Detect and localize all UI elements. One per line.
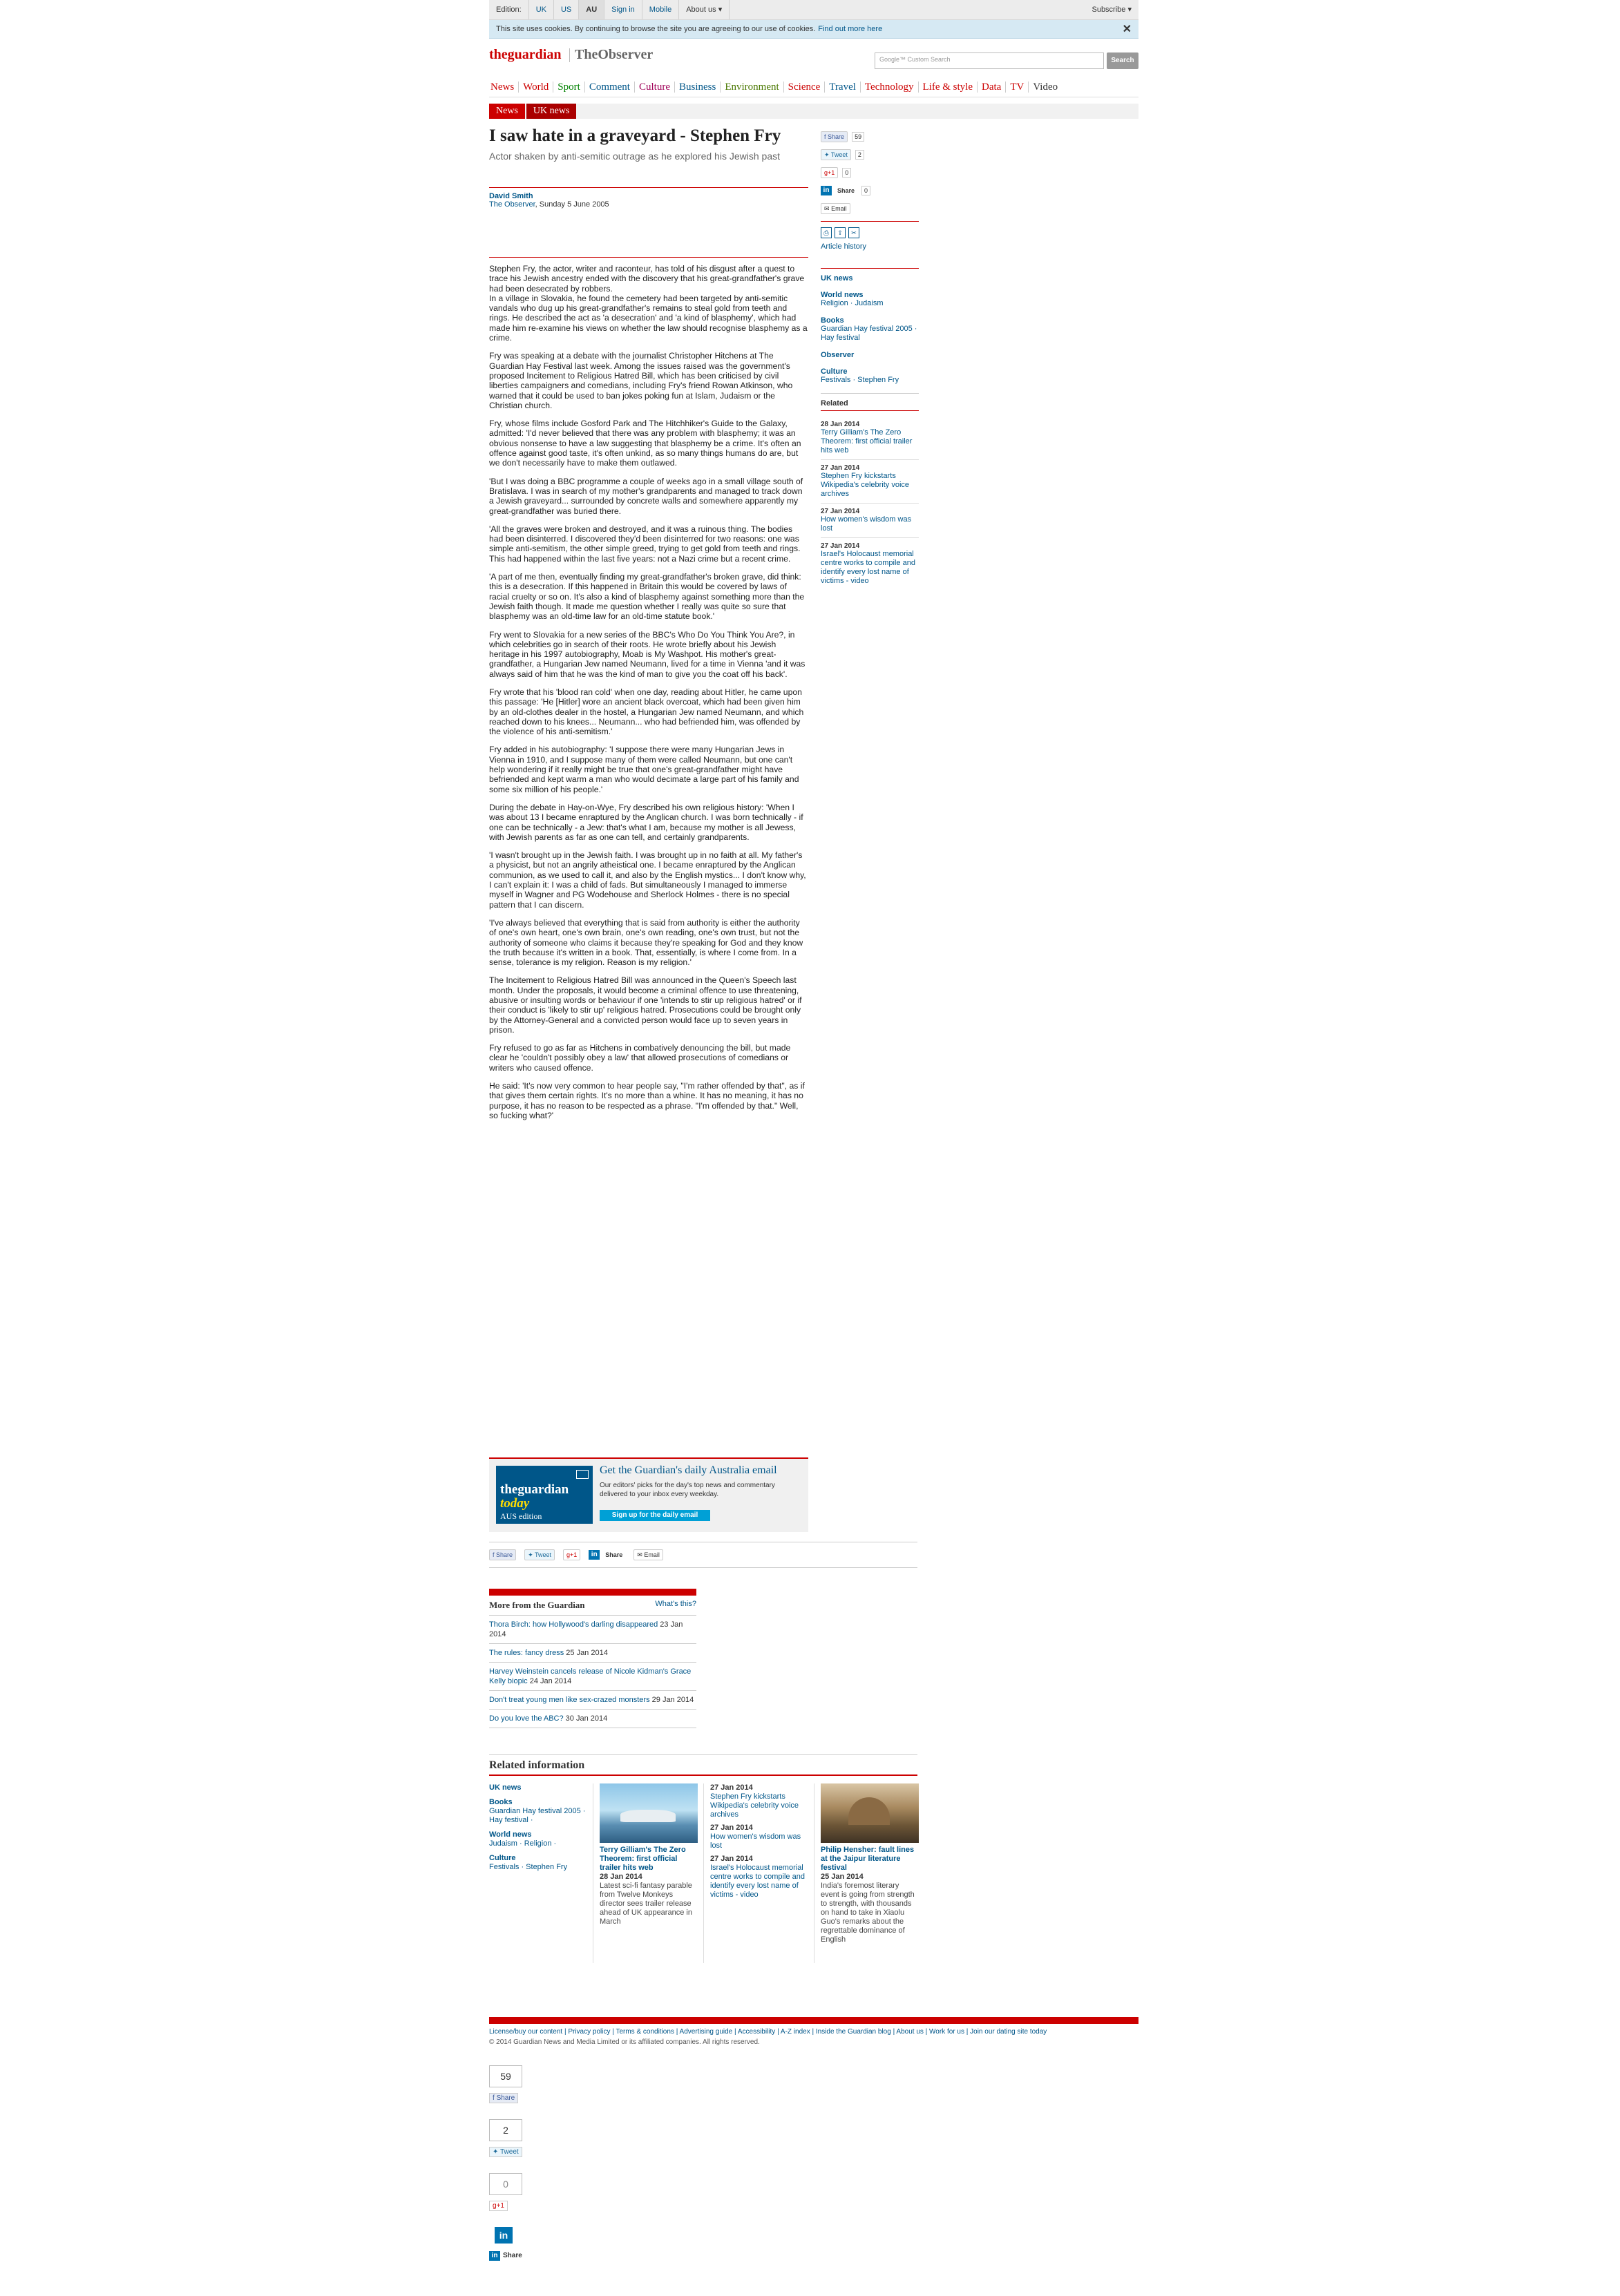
tag-links[interactable]: Guardian Hay festival 2005 · Hay festival (821, 325, 917, 342)
twitter-share[interactable] (821, 148, 919, 162)
nav-item-data[interactable]: Data (978, 82, 1006, 93)
signup-button[interactable]: Sign up for the daily email (600, 1510, 710, 1521)
related-info-card-2[interactable] (821, 1783, 919, 1944)
twitter-widget[interactable] (489, 2119, 522, 2157)
card-title[interactable]: Terry Gilliam's The Zero Theorem: first official trailer hits web (600, 1846, 686, 1872)
footer-bar (489, 2017, 1138, 2024)
nav-item-technology[interactable]: Technology (861, 82, 919, 93)
related-date: 27 Jan 2014 (710, 1855, 753, 1863)
promo-logo-edition: AUS edition (500, 1511, 542, 1521)
related-list (821, 417, 919, 586)
linkedin-icon: in (495, 2227, 513, 2244)
tag-group-heading[interactable]: World news (489, 1830, 532, 1839)
related-info-list (710, 1783, 808, 1904)
thumbnail-image[interactable] (821, 1783, 919, 1843)
sidebar-divider (821, 221, 919, 222)
edition-us[interactable]: US (554, 0, 579, 19)
tag-group-heading[interactable]: World news (821, 291, 864, 299)
gplus-widget[interactable] (489, 2173, 522, 2211)
related-link[interactable]: How women's wisdom was lost (710, 1833, 801, 1850)
nav-item-sport[interactable]: Sport (553, 82, 585, 93)
footer-links[interactable]: License/buy our content | Privacy policy | Terms & conditions | Advertising guide | Accessibility | A-Z index | Inside the Guardian blog | About us | Work for us | Join our dating site today (489, 2028, 1047, 2036)
chevron-down-icon: ▾ (718, 6, 723, 14)
mobile-link[interactable]: Mobile (642, 0, 679, 19)
article (489, 126, 808, 1120)
gplus-share[interactable] (821, 166, 919, 180)
linkedin-share-button[interactable] (589, 1550, 625, 1560)
related-link[interactable]: How women's wisdom was lost (821, 515, 912, 533)
more-date: 23 Jan 2014 (489, 1620, 683, 1638)
more-date: 30 Jan 2014 (563, 1714, 608, 1723)
cookie-banner (489, 20, 1138, 39)
article-paragraph: Fry was speaking at a debate with the journalist Christopher Hitchens at The Guardian Hay Festival last week. Among the issues raised was the government's proposed Incitement to Religious Hatred Bill, which has been criticised by civil liberties campaigners and comedians, including Fry's friend Rowan Atkinson, who warned that it could be used to ban jokes poking fun at Islam, Judaism or the Christian church. (489, 351, 793, 410)
gplus-icon: g (824, 169, 828, 176)
print-icon[interactable]: ⎙ (821, 227, 832, 238)
related-item[interactable] (821, 459, 919, 499)
more-title: More from the Guardian (489, 1600, 585, 1610)
article-paragraph: Stephen Fry, the actor, writer and raconteur, has told of his disgust after a quest to trace his Jewish ancestry ended with the discovery that his great-grandfather's grave had been desecrated by robbers. In a village in Slovakia, he found the cemetery had been targeted by anti-semitic vandals who dug up his great-grandfather's remains to steal gold from teeth and rings. He described the act as 'a desecration' and 'a kind of blasphemy', which had made him re-examine his views on whether the law should recognise blasphemy as a crime. (489, 264, 808, 343)
tag-links[interactable]: Judaism · Religion · (489, 1839, 557, 1848)
related-info-card-1[interactable] (600, 1783, 698, 1926)
nav-item-travel[interactable]: Travel (825, 82, 861, 93)
edition-au[interactable]: AU (579, 0, 604, 19)
facebook-icon: f (493, 1551, 495, 1558)
article-paragraph: 'I wasn't brought up in the Jewish faith. I was brought up in no faith at all. My father's a physicist, but not an angrily atheistical one. I became enraptured by the Anglican communion, as we used to call it, and also by the English mystics... I don't know why, I can't explain it: I was a child of fads. But simultaneously I managed to immerse myself in Wagner and PG Wodehouse and Sherlock Holmes - there is no special pattern that I can discern. (489, 850, 806, 910)
more-link[interactable]: Don't treat young men like sex-crazed monsters (489, 1696, 650, 1704)
sidebar-divider (821, 393, 919, 394)
section-bar (489, 1589, 696, 1596)
related-item[interactable] (821, 503, 919, 533)
publication-link[interactable]: The Observer (489, 200, 535, 209)
article-paragraph: 'A part of me then, eventually finding my great-grandfather's broken grave, did think: this is a desecration. If this happened in Britain this would be covered by laws of racial cruelty or so on. It's also a kind of blasphemy against something more than the Jewish faith though. It made me question whether I really was quite so sure that blasphemy was an old-time law for an old-time statute book.' (489, 572, 805, 622)
sidebar-divider (821, 268, 919, 269)
tag-links[interactable]: Festivals · Stephen Fry (821, 376, 899, 384)
column-divider (703, 1783, 704, 1963)
more-date: 25 Jan 2014 (564, 1649, 608, 1657)
tweet-button[interactable]: ✦ Tweet (821, 149, 851, 160)
tag-group-heading[interactable]: Books (821, 316, 844, 325)
tag-group-heading[interactable]: Culture (821, 367, 848, 376)
article-history-link[interactable]: Article history (821, 242, 867, 251)
tag-list (821, 274, 919, 385)
linkedin-icon: in (489, 2251, 500, 2261)
search-button[interactable]: Search (1107, 52, 1138, 69)
article-paragraph: During the debate in Hay-on-Wye, Fry described his own religious history: 'When I was about 13 I became enraptured by the Anglican church. I was born technically - if one can be technically - a Jew: that's what I am, because my mother is all Jewess, with Jewish parents as far as one can tell, and certainly grandparents. (489, 802, 803, 842)
linkedin-widget[interactable] (489, 2227, 525, 2261)
related-item[interactable] (710, 1824, 808, 1850)
whats-this-link[interactable]: What's this? (655, 1600, 696, 1608)
related-date: 27 Jan 2014 (821, 508, 860, 515)
gplus-button[interactable]: g+1 (821, 167, 838, 178)
article-body (489, 264, 808, 1129)
tag-links[interactable]: Guardian Hay festival 2005 · Hay festival · (489, 1807, 586, 1824)
tag-group (489, 1798, 586, 1825)
facebook-icon: f (493, 2094, 495, 2102)
gplus-count: 0 (842, 168, 851, 178)
related-information (489, 1754, 917, 1944)
more-link[interactable]: The rules: fancy dress (489, 1649, 564, 1657)
promo-logo-title: theguardian (500, 1482, 569, 1497)
about-us-label: About us (686, 6, 716, 14)
tweet-button[interactable]: ✦ Tweet (524, 1549, 555, 1560)
card-date: 25 Jan 2014 (821, 1873, 864, 1881)
guardian-today-logo (496, 1466, 593, 1524)
nav-item-life-style[interactable]: Life & style (919, 82, 978, 93)
byline (489, 187, 808, 209)
tag-group-heading[interactable]: Culture (489, 1854, 516, 1862)
card-text: India's foremost literary event is going from strength to strength, with thousands on hand to take in Xiaolu Guo's remarks about the regrettable dominance of English (821, 1882, 915, 1944)
facebook-share-button[interactable]: f Share (489, 2093, 518, 2103)
related-link[interactable]: Terry Gilliam's The Zero Theorem: first official trailer hits web (821, 428, 913, 455)
edition-uk[interactable]: UK (529, 0, 554, 19)
list-item (489, 1663, 696, 1691)
promo-text: Our editors' picks for the day's top news and commentary delivered to your inbox every weekday. (600, 1482, 775, 1498)
subscribe-menu[interactable] (1085, 0, 1138, 19)
nav-item-culture[interactable]: Culture (635, 82, 675, 93)
nav-item-tv[interactable]: TV (1006, 82, 1029, 93)
more-link[interactable]: Harvey Weinstein cancels release of Nicole Kidman's Grace Kelly biopic (489, 1667, 692, 1685)
related-heading: Related (821, 399, 848, 408)
facebook-count: 59 (852, 132, 864, 142)
card-date: 28 Jan 2014 (600, 1873, 642, 1881)
logo-divider (569, 48, 570, 62)
article-paragraph: Fry, whose films include Gosford Park and The Hitchhiker's Guide to the Galaxy, admitted: 'I'd never believed that there was any problem with blasphemy; it was an obvious nonsense to have a law suggesting that blasphemy be a crime. It's often an offence against good taste, it's often unkind, as so many things humans do are, but we don't necessarily have to make them outlawed. (489, 419, 801, 468)
related-link[interactable]: Israel's Holocaust memorial centre works to compile and identify every lost name of victims - video (821, 550, 915, 585)
more-link[interactable]: Thora Birch: how Hollywood's darling disappeared (489, 1620, 658, 1629)
share-icon[interactable]: ⇪ (835, 227, 846, 238)
observer-logo[interactable]: TheObserver (575, 47, 654, 62)
article-paragraph: He said: 'It's now very common to hear people say, "I'm rather offended by that", as if that gives them certain rights. It's no more than a whine. It has no meaning, it has no purpose, it has no reason to be respected as a phrase. "I'm offended by that." Well, so fucking what?' (489, 1081, 805, 1120)
page (489, 0, 1138, 2259)
related-date: 27 Jan 2014 (821, 464, 860, 472)
related-link[interactable]: Stephen Fry kickstarts Wikipedia's celebrity voice archives (821, 472, 910, 498)
article-date: , Sunday 5 June 2005 (535, 200, 609, 209)
linkedin-share[interactable] (821, 184, 919, 198)
clip-icon[interactable]: ✂ (848, 227, 859, 238)
tweet-count: 2 (855, 150, 864, 160)
cookie-text: This site uses cookies. By continuing to browse the site you are agreeing to our use of cookies. (496, 25, 816, 33)
promo-title[interactable]: Get the Guardian's daily Australia email (600, 1464, 777, 1476)
tag-group (821, 291, 919, 308)
article-paragraph: Fry refused to go as far as Hitchens in combatively denouncing the bill, but made clear he 'couldn't possibly obey a law' that allowed prosecutions of comedians or writers who caused offence. (489, 1043, 791, 1073)
linkedin-icon: in (821, 186, 832, 195)
search-placeholder: Google™ Custom Search (879, 56, 951, 63)
search-input[interactable] (875, 52, 1104, 69)
twitter-icon: ✦ (493, 2148, 499, 2156)
facebook-share[interactable] (821, 130, 919, 144)
email-button[interactable]: ✉ Email (821, 203, 850, 214)
tag-group-heading[interactable]: Observer (821, 351, 855, 359)
article-paragraph: 'All the graves were broken and destroyed, and it was a ruinous thing. The bodies had been disinterred. I discovered they'd been disinterred for two reasons: one was simple anti-semitism, the other simple greed, trying to get gold from teeth and rings. This had happened within the last five years: not a Nazi crime but a recent crime. (489, 524, 801, 564)
related-item[interactable] (821, 417, 919, 455)
list-item (489, 1616, 696, 1644)
more-date: 24 Jan 2014 (527, 1677, 572, 1685)
facebook-share-button[interactable]: f Share (821, 131, 848, 142)
sidebar-divider (821, 410, 919, 411)
related-info-title: Related information (489, 1755, 917, 1776)
author-link[interactable]: David Smith (489, 192, 533, 200)
linkedin-count: 0 (861, 186, 870, 195)
footer (489, 2017, 1138, 2046)
tag-group-heading[interactable]: Books (489, 1798, 513, 1806)
top-bar (489, 0, 1138, 20)
tag-group (489, 1783, 586, 1792)
related-date: 27 Jan 2014 (821, 542, 860, 550)
related-item[interactable] (821, 537, 919, 586)
tweet-button[interactable]: ✦ Tweet (489, 2147, 522, 2157)
cookie-more-link[interactable]: Find out more here (818, 25, 883, 33)
related-item[interactable] (710, 1783, 808, 1819)
more-date: 29 Jan 2014 (649, 1696, 694, 1704)
nav-item-environment[interactable]: Environment (721, 82, 783, 93)
related-date: 27 Jan 2014 (710, 1783, 753, 1792)
facebook-count: 59 (489, 2065, 522, 2087)
nav-item-comment[interactable]: Comment (585, 82, 635, 93)
email-share[interactable] (821, 202, 919, 216)
article-tools (821, 227, 919, 238)
linkedin-share-button[interactable]: in Share (489, 2250, 525, 2261)
sign-in-link[interactable]: Sign in (604, 0, 642, 19)
section-breadcrumb (489, 104, 1138, 119)
article-paragraph: Fry wrote that his 'blood ran cold' when one day, reading about Hitler, he came upon this passage: 'He [Hitler] wore an ancient black overcoat, which had been given him by an old-clothes dealer in the hostel, a Hungarian Jew named Neumann, and which reached down to his knees... Neumann... who had befriended him, was offended by the violence of his anti-semitism.' (489, 687, 804, 737)
card-text: Latest sci-fi fantasy parable from Twelve Monkeys director sees trailer release ahead of UK appearance in March (600, 1882, 692, 1926)
linkedin-label: Share (605, 1551, 623, 1558)
tag-group (821, 367, 919, 385)
article-sidebar (821, 130, 919, 590)
article-paragraph: 'I've always believed that everything that is said from authority is either the authority of one's own heart, one's own brain, one's own reading, one's own trust, but not the authority of someone who claims it because they're speaking for God and they know the truth because it's written in a book. That, essentially, is where I come from. In a sense, tolerance is my religion. Reason is my religion.' (489, 917, 803, 968)
related-date: 27 Jan 2014 (710, 1824, 753, 1832)
gplus-button[interactable]: g+1 (489, 2201, 508, 2211)
tag-group (821, 351, 919, 359)
list-item (489, 1710, 696, 1728)
breadcrumb-news[interactable]: News (489, 104, 525, 119)
tag-group (821, 274, 919, 283)
facebook-widget[interactable] (489, 2065, 522, 2103)
article-paragraph: The Incitement to Religious Hatred Bill was announced in the Queen's Speech last month. Under the proposals, it would become a criminal offence to use threatening, abusive or insulting words or behaviour if one 'intends to stir up religious hatred' or if their conduct is 'likely to stir up' religious hatred. Prosecutions could be brought only by the Attorney-General and a convicted person would face up to seven years in prison. (489, 975, 802, 1035)
tweet-count: 2 (489, 2119, 522, 2141)
nav-item-science[interactable]: Science (784, 82, 826, 93)
related-link[interactable]: Israel's Holocaust memorial centre works to compile and identify every lost name of victims - video (710, 1864, 805, 1899)
article-paragraph: Fry added in his autobiography: 'I suppose there were many Hungarian Jews in Vienna in 1910, and I suppose many of them were called Neumann, but one can't help wondering if it really might be true that one's great-grandfather might have befriended and kept warm a man who would decimate a large part of his family and some six million of his people.' (489, 745, 799, 794)
more-header (489, 1596, 696, 1616)
tag-group-heading[interactable]: UK news (821, 274, 853, 283)
email-button[interactable]: ✉ Email (633, 1549, 663, 1560)
edition-label: Edition: (489, 0, 529, 19)
gplus-icon: g (493, 2202, 497, 2210)
nav-item-news[interactable]: News (489, 82, 519, 93)
guardian-logo[interactable]: theguardian (489, 47, 562, 62)
related-date: 28 Jan 2014 (821, 421, 860, 428)
about-us-menu[interactable] (679, 0, 730, 19)
tag-links[interactable]: Festivals · Stephen Fry (489, 1863, 568, 1871)
facebook-icon: f (824, 133, 826, 140)
related-info-tags (489, 1783, 586, 1877)
gplus-count: 0 (489, 2173, 522, 2195)
bottom-share-bar (489, 1542, 917, 1568)
close-icon[interactable]: ✕ (1122, 23, 1132, 35)
subscribe-label: Subscribe (1092, 6, 1126, 14)
article-headline: I saw hate in a graveyard - Stephen Fry (489, 126, 781, 145)
tag-group (821, 316, 919, 343)
email-promo (489, 1457, 808, 1532)
copyright: © 2014 Guardian News and Media Limited or its affiliated companies. All rights reserved. (489, 2038, 760, 2046)
facebook-share-button[interactable]: f Share (489, 1549, 516, 1560)
nav-item-world[interactable]: World (519, 82, 553, 93)
twitter-icon: ✦ (824, 151, 830, 158)
article-paragraph: 'But I was doing a BBC programme a couple of weeks ago in a small village south of Bratislava. I was in search of my mother's grandparents and managed to track down a Jewish graveyard... surrounded by concrete walls and somewhere apparently my great-grandfather was buried there. (489, 476, 803, 516)
list-item (489, 1644, 696, 1663)
article-paragraph: Fry went to Slovakia for a new series of the BBC's Who Do You Think You Are?, in which celebrities go in search of their roots. He wrote briefly about his Jewish heritage in his 1997 autobiography, Moab is My Washpot. His mother's great-grandfather, a Hungarian Jew named Neumann, lived for a time in Vienna 'and it was always said of him that he was the kind of man to give you the coat off his back'. (489, 629, 806, 679)
article-divider (489, 257, 808, 258)
linkedin-icon: in (589, 1550, 600, 1560)
related-link[interactable]: Stephen Fry kickstarts Wikipedia's celebrity voice archives (710, 1792, 799, 1819)
envelope-icon: ✉ (637, 1551, 642, 1558)
promo-logo-today: today (500, 1496, 530, 1511)
article-standfirst: Actor shaken by anti-semitic outrage as he explored his Jewish past (489, 151, 780, 162)
twitter-icon: ✦ (528, 1551, 533, 1558)
nav-item-video[interactable]: Video (1033, 82, 1058, 93)
related-item[interactable] (710, 1855, 808, 1900)
thumbnail-image[interactable] (600, 1783, 698, 1843)
more-list (489, 1616, 696, 1728)
tag-group (489, 1830, 586, 1848)
nav-item-business[interactable]: Business (675, 82, 721, 93)
card-title[interactable]: Philip Hensher: fault lines at the Jaipur literature festival (821, 1846, 915, 1872)
more-link[interactable]: Do you love the ABC? (489, 1714, 564, 1723)
gplus-button[interactable]: g+1 (563, 1549, 580, 1560)
main-nav (489, 77, 1138, 97)
tag-links[interactable]: Religion · Judaism (821, 299, 884, 307)
list-item (489, 1691, 696, 1710)
breadcrumb-uk-news[interactable]: UK news (526, 104, 577, 119)
more-from-guardian (489, 1589, 696, 1728)
tag-group-heading[interactable]: UK news (489, 1783, 522, 1792)
chevron-down-icon: ▾ (1127, 6, 1132, 14)
envelope-icon: ✉ (824, 205, 830, 212)
envelope-icon (576, 1470, 589, 1479)
tag-group (489, 1854, 586, 1872)
gplus-icon: g (566, 1551, 570, 1558)
linkedin-share-button[interactable]: Share (837, 187, 855, 194)
